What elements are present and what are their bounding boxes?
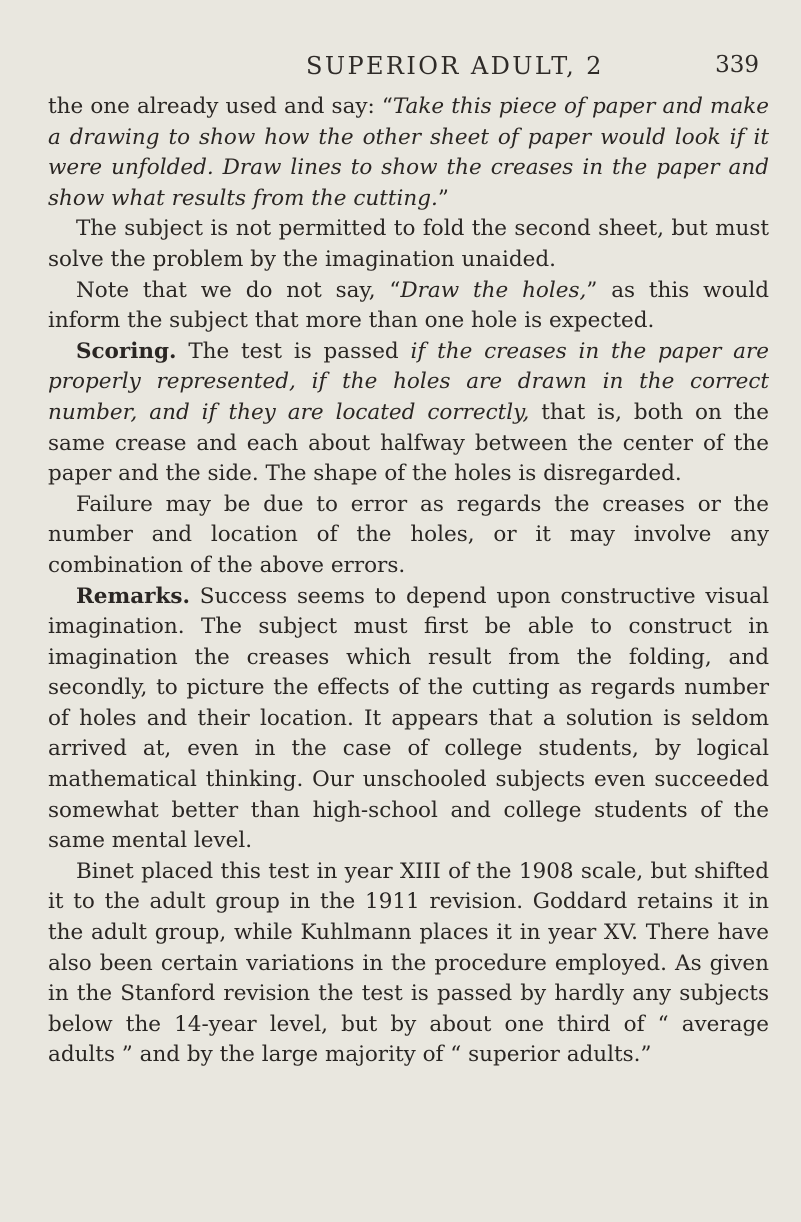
paragraph	[48, 337, 769, 490]
paragraph	[48, 490, 769, 582]
page-number: 339	[715, 52, 759, 78]
text-run: the one already used and say: “	[48, 94, 393, 119]
text-run: The test is passed	[176, 338, 411, 364]
text-run: ”	[437, 185, 449, 211]
text-run: that is, both on the same crease and each about halfway between the center of the paper and the side. The shape of the holes is disregarded.	[48, 399, 769, 487]
body-text	[48, 92, 769, 1071]
paragraph	[48, 857, 769, 1071]
paragraph	[48, 582, 769, 857]
italic-text: if the creases in the paper are properly represented, if the holes are drawn in the correct number, and if they are located correctly,	[48, 338, 769, 425]
running-head	[48, 0, 769, 92]
section-lead: Remarks.	[75, 583, 190, 609]
paragraph	[48, 276, 769, 337]
running-head-title: SUPERIOR ADULT, 2	[306, 52, 604, 80]
text-run: ” as this would inform the subject that more than one hole is expected.	[48, 277, 770, 334]
text-run: Success seems to depend upon constructive visual imagination. The subject must first be able to construct in imagination the creases which result from the folding, and secondly, to picture the effects of the cutting as regards number of holes and their location. It appears that a solution is seldom arrived at, even in the case of college students, by logical mathematical thinking. Our unschooled subjects even succeeded somewhat better than high-school and college students of the same mental level.	[48, 583, 769, 854]
italic-text: Take this piece of paper and make a drawing to show how the other sheet of paper would look if it were unfolded. Draw lines to show the creases in the paper and show what results from the cutting.	[48, 94, 769, 211]
text-run: Failure may be due to error as regards the creases or the number and location of the holes, or it may involve any combination of the above errors.	[48, 491, 769, 578]
paragraph	[48, 92, 769, 214]
text-run: The subject is not permitted to fold the second sheet, but must solve the problem by the imagination unaided.	[48, 216, 769, 272]
text-run: Binet placed this test in year XIII of the 1908 scale, but shifted it to the adult group in the 1911 revision. Goddard retains it in the adult group, while Kuhlmann places it in year XV. There have also been certain variations in the procedure employed. As given in the Stanford revision the test is passed by hardly any subjects below the 14-year level, but by about one third of “ average adults ” and by the large majority of “ superior adults.”	[48, 858, 769, 1068]
italic-text: Draw the holes,	[400, 277, 587, 303]
paragraph	[48, 214, 769, 275]
text-run: Note that we do not say, “	[75, 277, 401, 303]
section-lead: Scoring.	[75, 338, 177, 364]
